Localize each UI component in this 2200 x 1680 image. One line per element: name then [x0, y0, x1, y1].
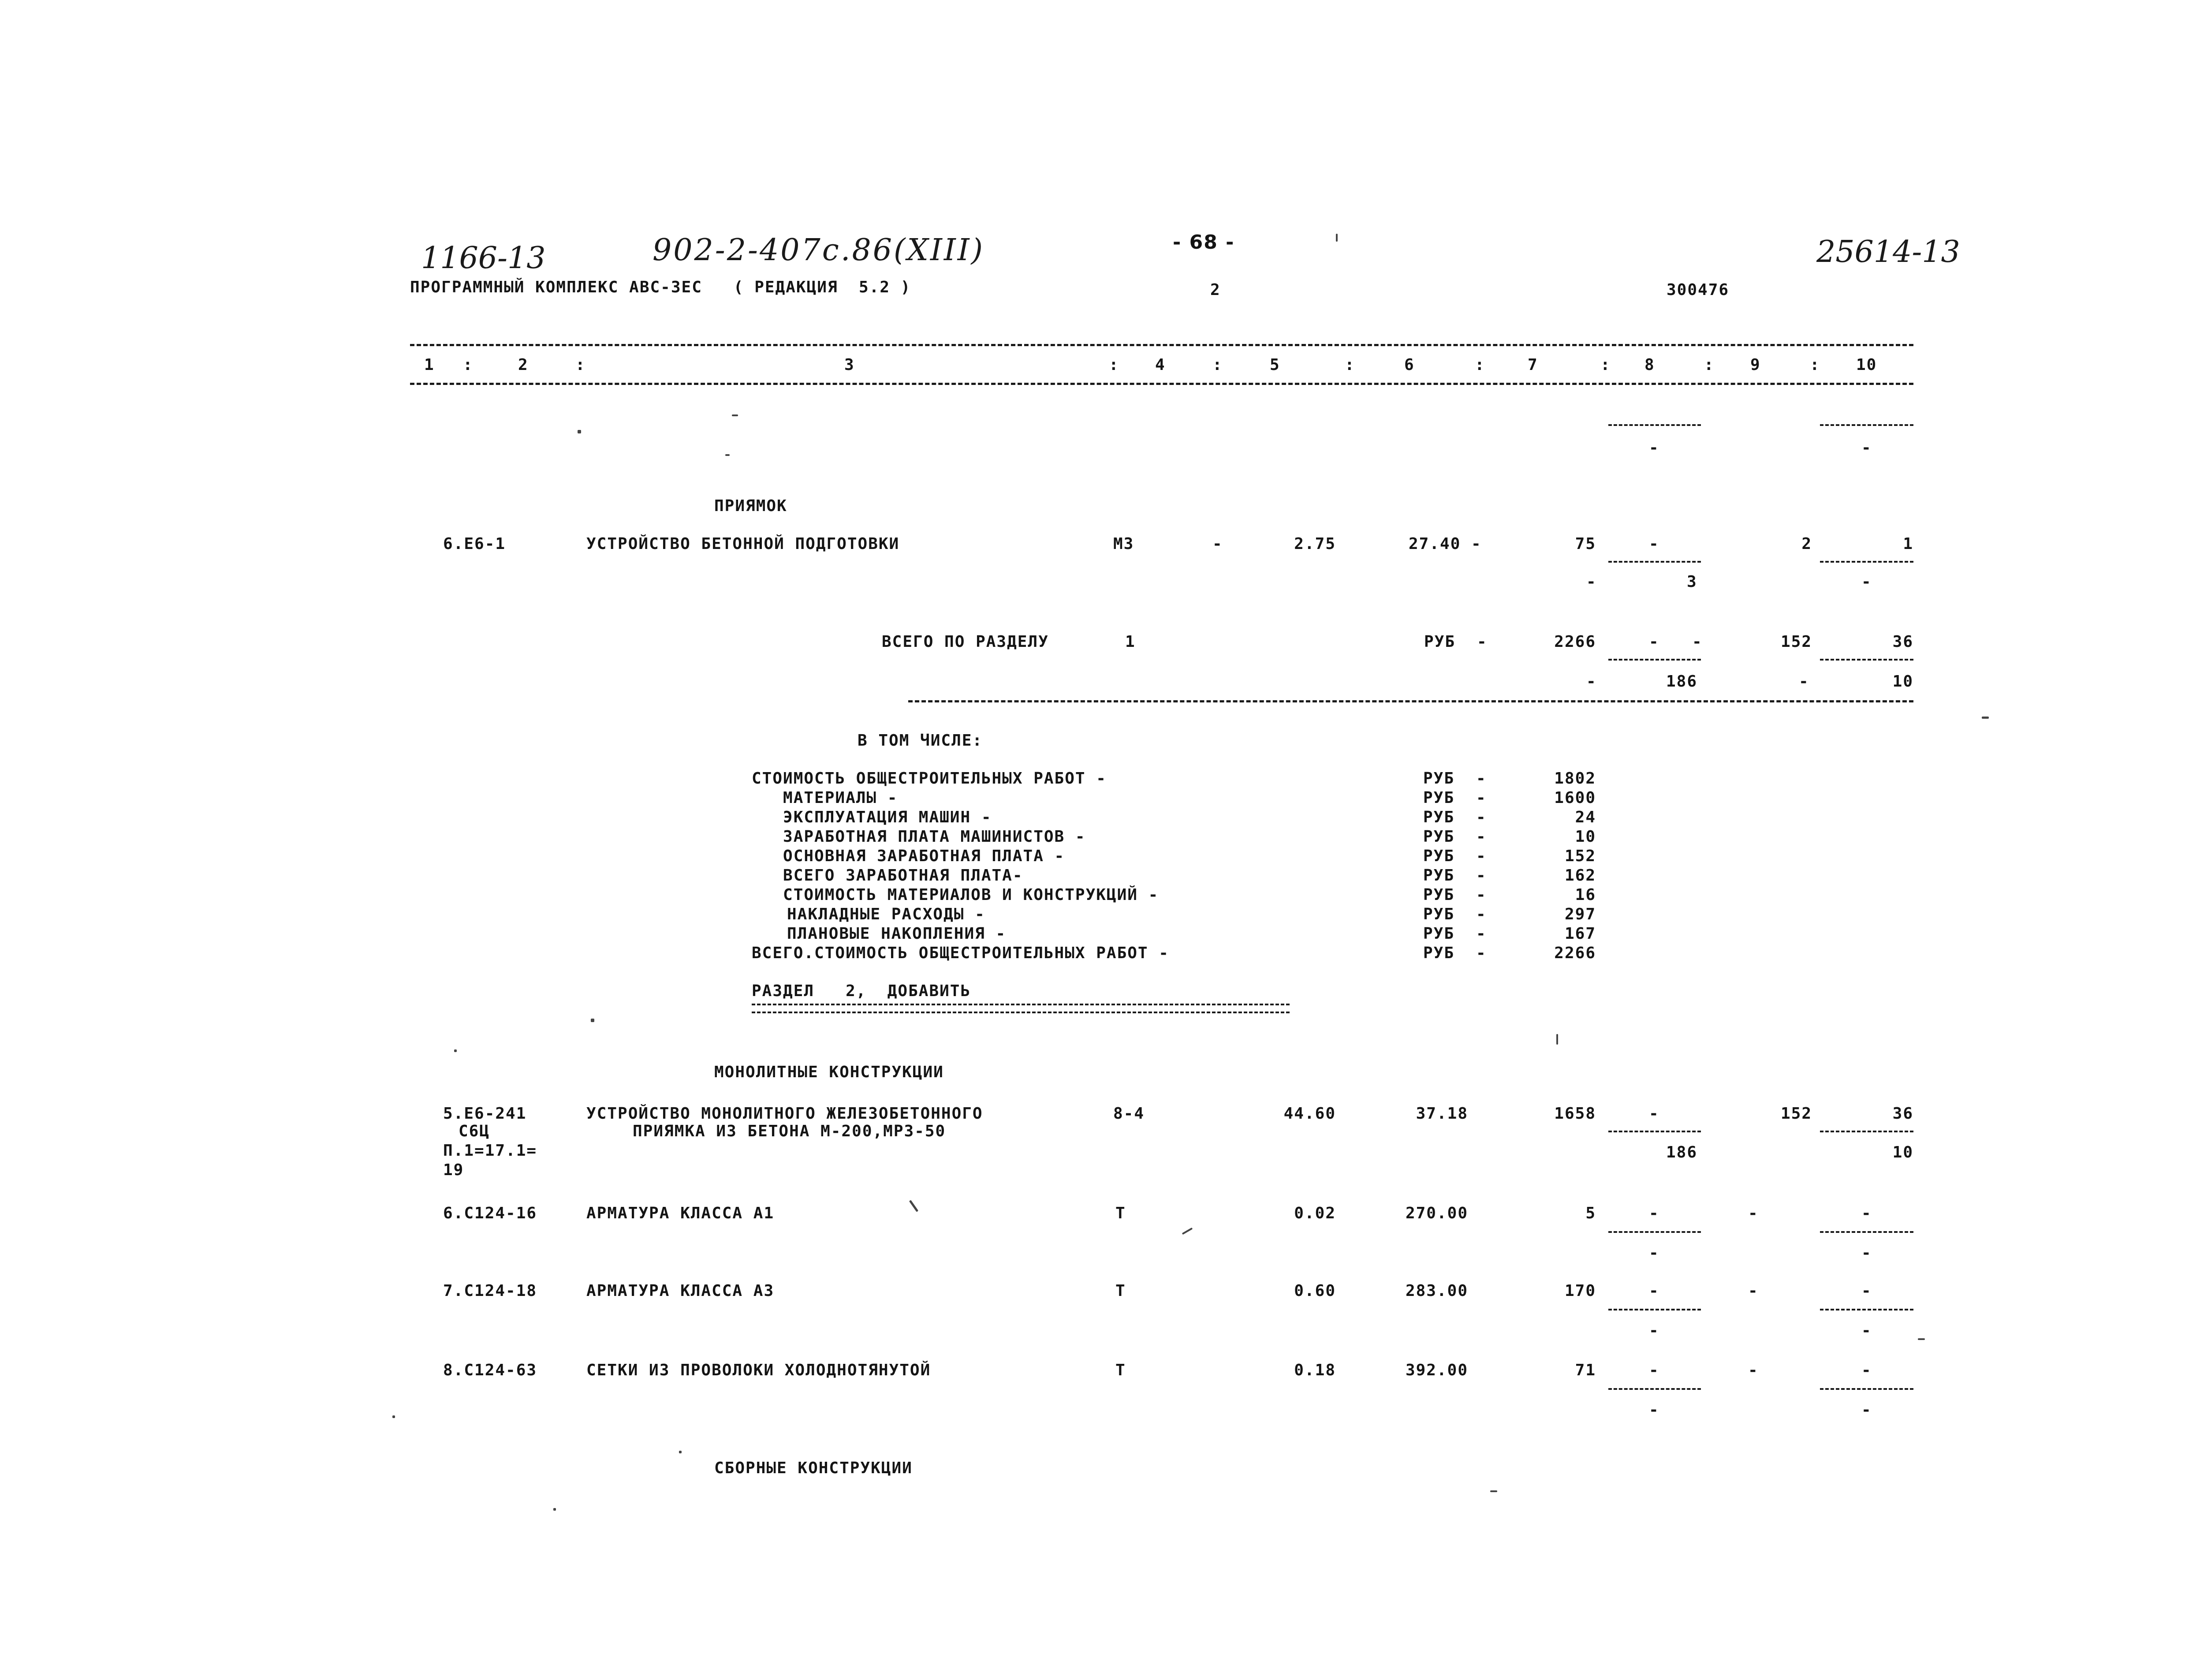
row-total: 75: [1575, 535, 1596, 553]
col-sep: :: [1109, 356, 1119, 374]
header-rule-top: [410, 344, 1913, 346]
program-title: ПРОГРАММНЫЙ КОМПЛЕКС АВС-3ЕС ( РЕДАКЦИЯ 5.2 ): [410, 278, 911, 296]
sub-rule: [1820, 659, 1913, 661]
handwritten-archive-number: 1166-13: [421, 241, 546, 276]
col-header-2: 2: [518, 356, 529, 374]
breakdown-dash: -: [1476, 866, 1487, 885]
sheet-number: 2: [1210, 281, 1221, 299]
scan-speck: [1490, 1490, 1497, 1492]
breakdown-unit: РУБ: [1423, 925, 1455, 943]
breakdown-label: ЭКСПЛУАТАЦИЯ МАШИН -: [752, 808, 992, 826]
double-rule: [752, 1004, 1290, 1013]
row-col8-sub: -: [1649, 1401, 1659, 1419]
row-col9: -: [1748, 1282, 1759, 1300]
scan-speck: [732, 414, 738, 416]
row-number: 6.С124-16: [443, 1204, 537, 1222]
total-col9: 152: [1780, 633, 1812, 651]
row-col8-sub: -: [1649, 1322, 1659, 1340]
scan-speck: [725, 454, 730, 456]
row-qty: 44.60: [1283, 1105, 1336, 1123]
sub-rule: [1608, 659, 1701, 661]
section-title-sborny: СБОРНЫЕ КОНСТРУКЦИИ: [714, 1459, 913, 1477]
breakdown-unit: РУБ: [1423, 808, 1455, 826]
row-col8: -: [1649, 535, 1659, 553]
breakdown-label: СТОИМОСТЬ ОБЩЕСТРОИТЕЛЬНЫХ РАБОТ -: [752, 769, 1107, 788]
scan-speck: [909, 1200, 918, 1212]
row-number: 5.Е6-241: [443, 1105, 527, 1123]
col-header-4: 4: [1155, 356, 1166, 374]
row-col10: 1: [1903, 535, 1913, 553]
row-name: УСТРОЙСТВО БЕТОННОЙ ПОДГОТОВКИ: [586, 535, 900, 553]
col-sep: :: [1600, 356, 1611, 374]
total-dash: -: [1477, 633, 1488, 651]
row-qty: 0.60: [1294, 1282, 1336, 1300]
breakdown-dash: -: [1476, 944, 1487, 962]
breakdown-unit: РУБ: [1423, 905, 1455, 923]
breakdown-value: 24: [1575, 808, 1596, 826]
total-col10-sub: 10: [1892, 672, 1913, 691]
scan-speck: [1336, 234, 1338, 242]
header-rule-bottom: [410, 383, 1913, 385]
row-unit: Т: [1115, 1282, 1126, 1300]
total-section-number: 1: [1125, 633, 1136, 651]
breakdown-value: 1802: [1554, 769, 1596, 788]
sub-rule: [1820, 1131, 1913, 1132]
col-header-6: 6: [1404, 356, 1415, 374]
breakdown-unit: РУБ: [1423, 866, 1455, 885]
breakdown-unit: РУБ: [1423, 789, 1455, 807]
row-name-cont: ПРИЯМКА ИЗ БЕТОНА М-200,МРЗ-50: [633, 1122, 946, 1140]
col-header-7: 7: [1528, 356, 1538, 374]
col-sep: :: [1475, 356, 1485, 374]
scan-speck: [454, 1049, 457, 1052]
col-sep: :: [1810, 356, 1820, 374]
col-sep: :: [575, 356, 586, 374]
breakdown-value: 2266: [1554, 944, 1596, 962]
scan-speck: [591, 1019, 594, 1022]
row-unit: Т: [1115, 1204, 1126, 1222]
row-number: 6.Е6-1: [443, 535, 506, 553]
row-col9: -: [1748, 1361, 1759, 1379]
row-name: АРМАТУРА КЛАССА А3: [586, 1282, 775, 1300]
scan-speck: [553, 1508, 556, 1511]
program-code: 300476: [1667, 281, 1730, 299]
row-number-suffix: С6Ц: [459, 1122, 490, 1140]
breakdown-label: МАТЕРИАЛЫ -: [752, 789, 898, 807]
breakdown-value: 297: [1564, 905, 1596, 923]
row-price: 392.00: [1405, 1361, 1468, 1379]
row-col8: -: [1649, 1282, 1659, 1300]
page-number: - 68 -: [1173, 231, 1235, 254]
sub-rule: [1820, 1231, 1913, 1233]
scan-speck: [1918, 1338, 1925, 1340]
breakdown-label: НАКЛАДНЫЕ РАСХОДЫ -: [787, 905, 985, 923]
row-col8-sub: -: [1649, 1244, 1659, 1262]
breakdown-value: 16: [1575, 886, 1596, 904]
breakdown-value: 1600: [1554, 789, 1596, 807]
sub-rule: [1820, 1309, 1913, 1310]
row-price: 27.40 -: [1409, 535, 1482, 553]
row-total: 71: [1575, 1361, 1596, 1379]
row-price: 270.00: [1405, 1204, 1468, 1222]
row-total: 1658: [1554, 1105, 1596, 1123]
breakdown-unit: РУБ: [1423, 847, 1455, 865]
breakdown-dash: -: [1476, 808, 1487, 826]
total-col9-sub: -: [1799, 672, 1809, 691]
breakdown-dash: -: [1476, 828, 1487, 846]
scan-speck: [578, 430, 581, 433]
row-name: УСТРОЙСТВО МОНОЛИТНОГО ЖЕЛЕЗОБЕТОННОГО: [586, 1105, 983, 1123]
total-col10: 36: [1892, 633, 1913, 651]
col-sep: :: [1704, 356, 1715, 374]
col-header-9: 9: [1750, 356, 1761, 374]
breakdown-value: 167: [1564, 925, 1596, 943]
total-col8-sub: 186: [1666, 672, 1697, 691]
row-qty: 0.02: [1294, 1204, 1336, 1222]
row-col8-sub: 3: [1687, 573, 1697, 591]
breakdown-label: ВСЕГО.СТОИМОСТЬ ОБЩЕСТРОИТЕЛЬНЫХ РАБОТ -: [752, 944, 1169, 962]
scan-speck: [1556, 1034, 1558, 1045]
sub-rule: [1820, 424, 1913, 426]
total-label: ВСЕГО ПО РАЗДЕЛУ: [882, 633, 1049, 651]
breakdown-unit: РУБ: [1423, 886, 1455, 904]
scan-speck: [1982, 717, 1989, 719]
scan-speck: [1182, 1228, 1193, 1235]
total-col7-sub: -: [1586, 672, 1597, 691]
row-name: АРМАТУРА КЛАССА А1: [586, 1204, 775, 1222]
row-col8: -: [1649, 1105, 1659, 1123]
total-col8: -: [1649, 633, 1659, 651]
handwritten-doc-number: 25614-13: [1816, 235, 1960, 269]
breakdown-dash: -: [1476, 847, 1487, 865]
handwritten-project-code: 902-2-407c.86(XIII): [653, 233, 985, 268]
row-col8: -: [1649, 1361, 1659, 1379]
row-unit: М3: [1113, 535, 1134, 553]
total-col8-dash: -: [1692, 633, 1703, 651]
sub-rule: [1608, 1388, 1701, 1390]
sub-rule: [1608, 424, 1701, 426]
breakdown-value: 152: [1564, 847, 1596, 865]
breakdown-value: 10: [1575, 828, 1596, 846]
col-header-10: 10: [1856, 356, 1877, 374]
row-col10: -: [1861, 1361, 1872, 1379]
row-number: 8.С124-63: [443, 1361, 537, 1379]
row-total: 170: [1564, 1282, 1596, 1300]
breakdown-unit: РУБ: [1423, 944, 1455, 962]
row-qty: 0.18: [1294, 1361, 1336, 1379]
breakdown-label: ОСНОВНАЯ ЗАРАБОТНАЯ ПЛАТА -: [752, 847, 1065, 865]
row-qty: 2.75: [1294, 535, 1336, 553]
breakdown-label: ЗАРАБОТНАЯ ПЛАТА МАШИНИСТОВ -: [752, 828, 1086, 846]
scan-speck: [679, 1451, 682, 1453]
total-rule: [908, 700, 1913, 702]
breakdown-label: ВСЕГО ЗАРАБОТНАЯ ПЛАТА-: [752, 866, 1023, 885]
breakdown-dash: -: [1476, 925, 1487, 943]
carry-col8: -: [1649, 439, 1659, 457]
carry-col10: -: [1861, 439, 1872, 457]
breakdown-heading: В ТОМ ЧИСЛЕ:: [858, 732, 983, 750]
section-title-monolith: МОНОЛИТНЫЕ КОНСТРУКЦИИ: [714, 1063, 944, 1081]
section-title-priyamok: ПРИЯМОК: [714, 497, 787, 515]
row-col10: -: [1861, 1204, 1872, 1222]
breakdown-value: 162: [1564, 866, 1596, 885]
section-heading-razdel-2: РАЗДЕЛ 2, ДОБАВИТЬ: [752, 982, 971, 1000]
col-header-8: 8: [1644, 356, 1655, 374]
row-col10-sub: -: [1861, 1401, 1872, 1419]
row-col10: 36: [1892, 1105, 1913, 1123]
breakdown-label: ПЛАНОВЫЕ НАКОПЛЕНИЯ -: [787, 925, 1007, 943]
row-name: СЕТКИ ИЗ ПРОВОЛОКИ ХОЛОДНОТЯНУТОЙ: [586, 1361, 931, 1379]
row-col9: 152: [1780, 1105, 1812, 1123]
total-unit: РУБ: [1424, 633, 1456, 651]
row-total: 5: [1585, 1204, 1596, 1222]
row-price: 283.00: [1405, 1282, 1468, 1300]
row-coefficient: П.1=17.1=: [443, 1142, 537, 1160]
breakdown-dash: -: [1476, 789, 1487, 807]
row-price: 37.18: [1416, 1105, 1468, 1123]
breakdown-dash: -: [1476, 886, 1487, 904]
col-header-5: 5: [1270, 356, 1280, 374]
breakdown-unit: РУБ: [1423, 828, 1455, 846]
sub-rule: [1608, 1309, 1701, 1310]
col-header-3: 3: [844, 356, 855, 374]
row-col10-sub: -: [1861, 1244, 1872, 1262]
sub-rule: [1608, 561, 1701, 563]
row-col10-sub: -: [1861, 1322, 1872, 1340]
row-col9: 2: [1801, 535, 1812, 553]
row-col8: -: [1649, 1204, 1659, 1222]
breakdown-label: СТОИМОСТЬ МАТЕРИАЛОВ И КОНСТРУКЦИЙ -: [752, 886, 1159, 904]
row-unit: Т: [1115, 1361, 1126, 1379]
row-col10: -: [1861, 1282, 1872, 1300]
sub-rule: [1820, 1388, 1913, 1390]
total-value: 2266: [1554, 633, 1596, 651]
sub-rule: [1820, 561, 1913, 563]
sub-rule: [1608, 1231, 1701, 1233]
breakdown-unit: РУБ: [1423, 769, 1455, 788]
row-col9: -: [1748, 1204, 1759, 1222]
breakdown-dash: -: [1476, 905, 1487, 923]
row-dash: -: [1212, 535, 1223, 553]
sub-rule: [1608, 1131, 1701, 1132]
row-coefficient-cont: 19: [443, 1161, 464, 1179]
row-col8-sub: 186: [1666, 1143, 1697, 1161]
scan-speck: [392, 1415, 395, 1418]
col-sep: :: [1345, 356, 1355, 374]
row-col7-sub: -: [1586, 573, 1597, 591]
row-number: 7.С124-18: [443, 1282, 537, 1300]
row-col10-sub: 10: [1892, 1143, 1913, 1161]
row-unit: 8-4: [1113, 1105, 1145, 1123]
col-header-1: 1: [424, 356, 435, 374]
breakdown-dash: -: [1476, 769, 1487, 788]
col-sep: :: [1212, 356, 1223, 374]
row-col10-sub: -: [1861, 573, 1872, 591]
col-sep: :: [463, 356, 474, 374]
